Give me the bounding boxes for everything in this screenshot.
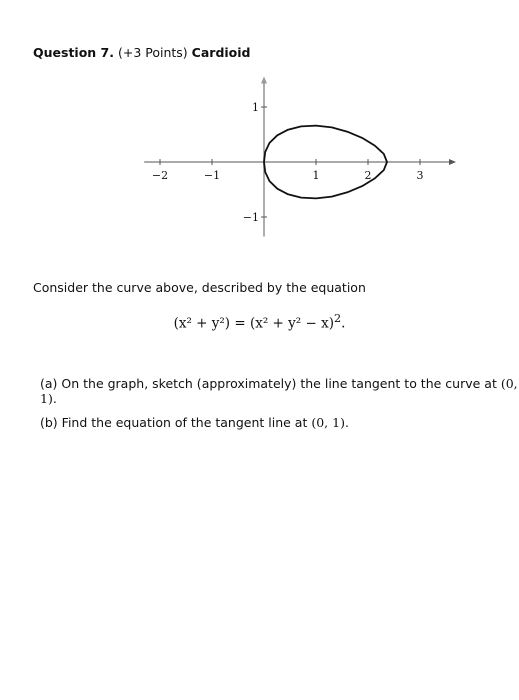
part-a-point: (0, 1) <box>40 376 518 406</box>
part-b <box>40 415 349 430</box>
question-title: Cardioid <box>191 45 251 60</box>
x-tick-label: 3 <box>416 169 424 182</box>
equation-lhs: (x² + y²) <box>173 315 231 332</box>
equation-exponent: 2 <box>333 312 342 325</box>
x-tick-label: −1 <box>203 169 221 182</box>
intro-text: Consider the curve above, described by the equation <box>33 280 366 295</box>
part-b-end: . <box>344 415 349 430</box>
part-a <box>40 376 519 406</box>
x-tick-label: 2 <box>364 169 372 182</box>
question-points: (+3 Points) <box>117 45 188 60</box>
equation-equals: = <box>234 315 246 332</box>
part-a-text: (a) On the graph, sketch (approximately) the line tangent to the curve at <box>40 376 501 391</box>
x-axis-arrow <box>449 159 456 165</box>
equation-period: . <box>341 315 346 332</box>
y-axis-arrow <box>261 77 267 84</box>
part-b-point: (0, 1) <box>311 415 345 430</box>
x-tick-label: 1 <box>312 169 320 182</box>
y-tick-label: −1 <box>242 211 259 224</box>
equation-rhs: (x² + y² − x) <box>249 315 334 332</box>
y-tick-label: 1 <box>252 101 259 114</box>
part-b-text: (b) Find the equation of the tangent line at <box>40 415 312 430</box>
question-label: Question 7. <box>33 45 114 60</box>
equation <box>0 312 519 332</box>
part-a-end: . <box>52 391 57 406</box>
x-tick-label: −2 <box>151 169 169 182</box>
